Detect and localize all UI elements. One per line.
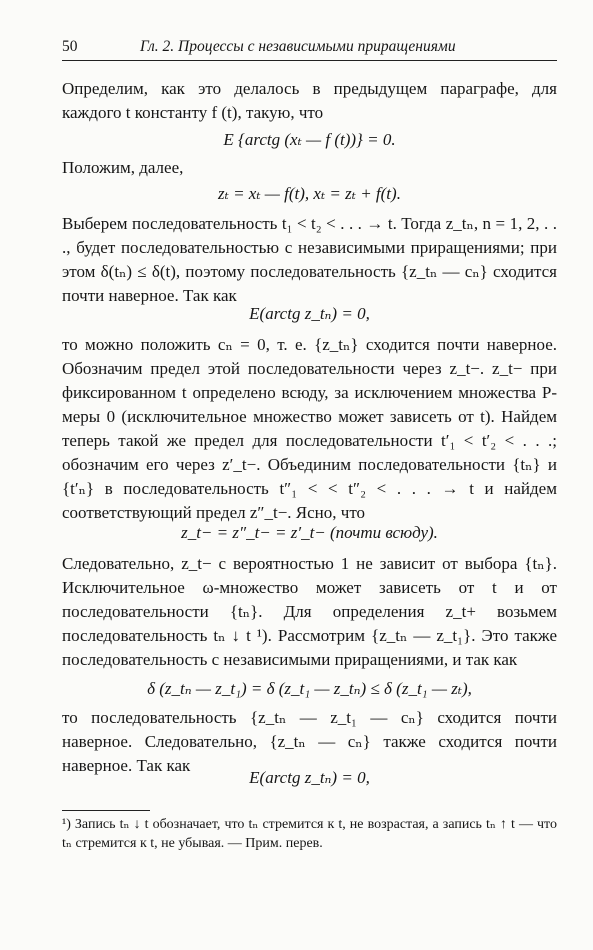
chapter-title: Гл. 2. Процессы с независимыми приращениями <box>140 38 456 55</box>
paragraph-6: то последовательность {z_tₙ — z_t₁ — cₙ} сходится почти наверное. Следовательно, {z_tₙ — cₙ} также сходится почти наверное. Так как <box>62 708 557 775</box>
footnote-divider <box>62 810 150 811</box>
paragraph-1: Определим, как это делалось в предыдущем параграфе, для каждого t константу f (t), такую, что <box>62 79 557 122</box>
paragraph-2: Положим, далее, <box>62 158 184 177</box>
paragraph-5: Следовательно, z_t− с вероятностью 1 не зависит от выбора {tₙ}. Исключительное ω-множество может зависеть от t и от последовательности {tₙ}. Для определения z_t+ возьмем последовательность tₙ ↓ t ¹). Рассмотрим {z_tₙ — z_t₁}. Это также последовательность с независимыми приращениями, и так как <box>62 554 557 669</box>
running-header <box>62 38 557 61</box>
paragraph-3: Выберем последовательность t₁ < t₂ < . . . → t. Тогда z_tₙ, n = 1, 2, . . ., будет последовательностью с независимыми приращениями; при этом δ(tₙ) ≤ δ(t), поэтому последовательность {z_tₙ — cₙ} сходится почти наверное. Так как <box>62 214 557 305</box>
formula-3: E(arctg z_tₙ) = 0, <box>249 304 370 323</box>
footnote: ¹) Запись tₙ ↓ t обозначает, что tₙ стремится к t, не возрастая, а запись tₙ ↑ t — что tₙ стремится к t, не убывая. — Прим. перев. <box>62 817 557 851</box>
formula-2: zₜ = xₜ — f(t), xₜ = zₜ + f(t). <box>218 184 401 203</box>
formula-1: E {arctg (xₜ — f (t))} = 0. <box>223 130 396 149</box>
paragraph-4: то можно положить cₙ = 0, т. е. {z_tₙ} сходится почти наверное. Обозначим предел этой последовательности через z_t−. z_t− при фиксированном t определено всюду, за исключением множества P-меры 0 (исключительное множество может зависеть от t). Найдем теперь такой же предел для последовательности t′₁ < t′₂ < . . .; обозначим его через z′_t−. Объединим последовательности {tₙ} и {t′ₙ} в последовательность t″₁ < < t″₂ < . . . → t и найдем соответствующий предел z″_t−. Ясно, что <box>62 335 557 522</box>
formula-4: z_t− = z″_t− = z′_t− (почти всюду). <box>181 523 438 542</box>
formula-6: E(arctg z_tₙ) = 0, <box>249 768 370 787</box>
page-number: 50 <box>62 38 78 55</box>
formula-5: δ (z_tₙ — z_t₁) = δ (z_t₁ — z_tₙ) ≤ δ (z_t₁ — zₜ), <box>147 679 472 698</box>
